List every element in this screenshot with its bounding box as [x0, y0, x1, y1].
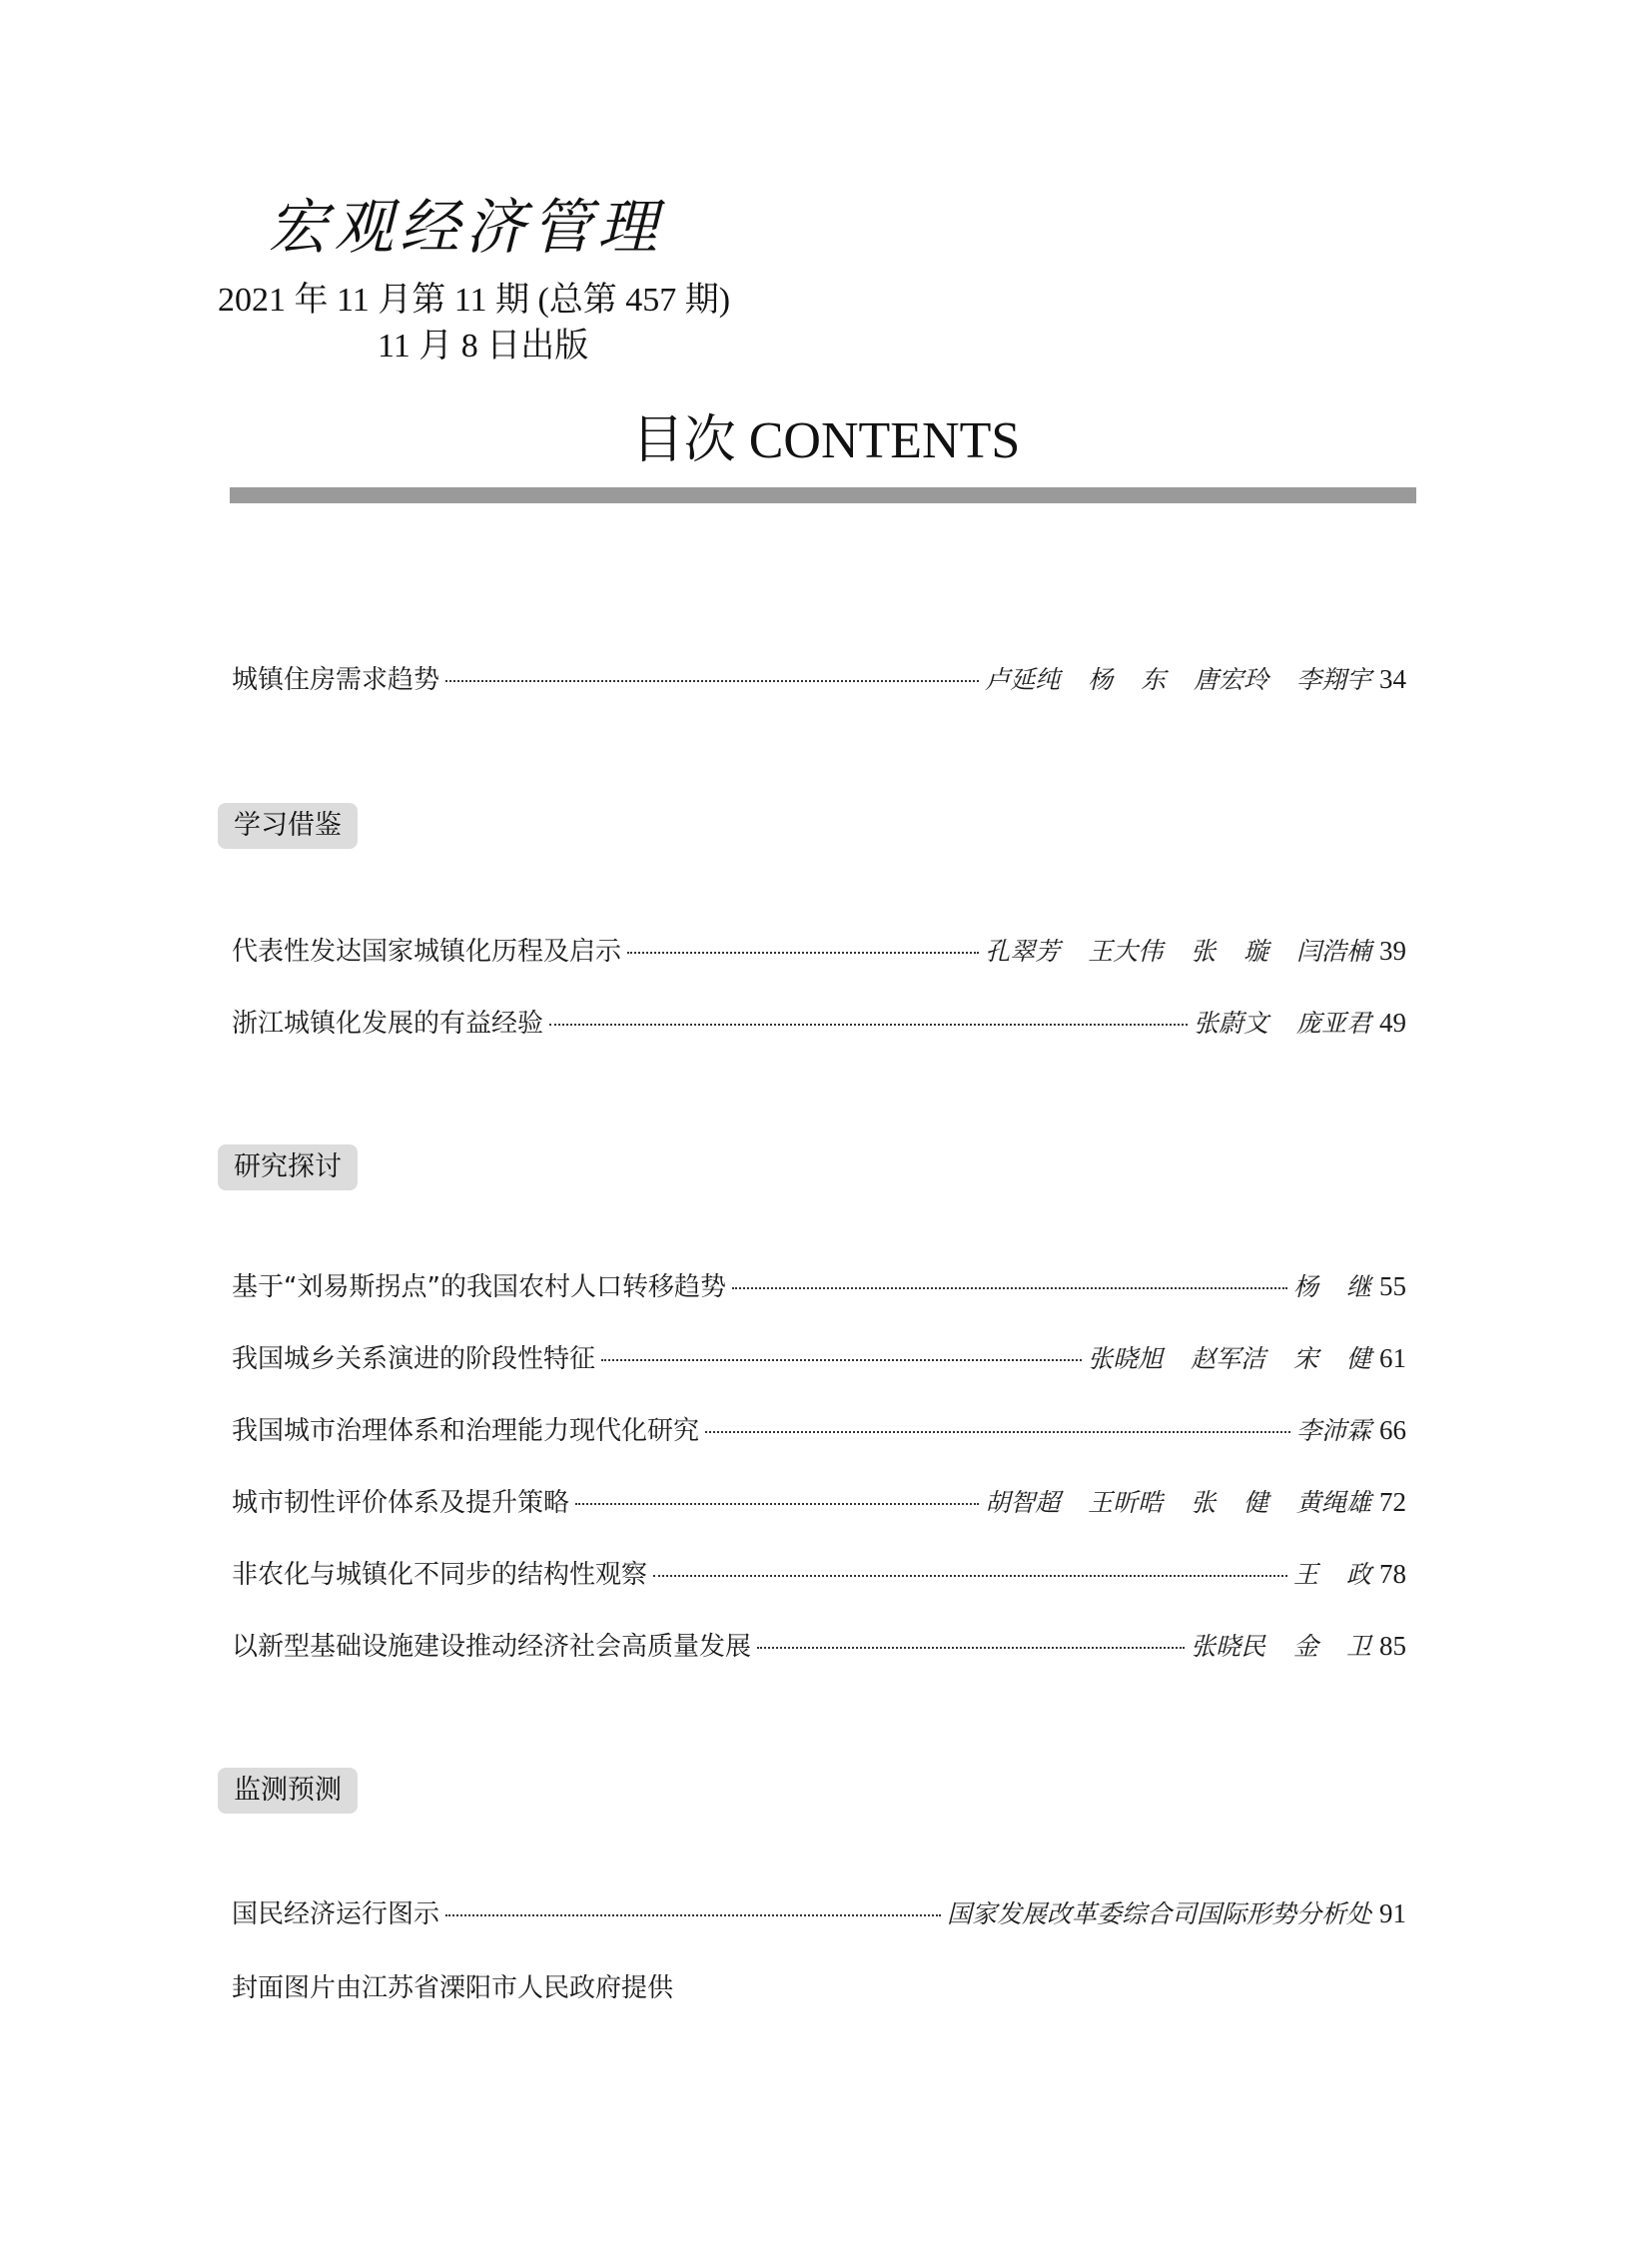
cover-credit: 封面图片由江苏省溧阳市人民政府提供 [232, 1973, 674, 2003]
entry-title: 浙江城镇化发展的有益经验 [232, 1009, 544, 1039]
dot-leader [732, 1287, 1287, 1289]
entry-title: 以新型基础设施建设推动经济社会高质量发展 [232, 1632, 752, 1662]
entry-page: 34 [1379, 664, 1406, 694]
section-tag: 研究探讨 [218, 1144, 358, 1190]
entry-title: 城市韧性评价体系及提升策略 [232, 1488, 570, 1518]
entry-authors: 张蔚文 庞亚君 [1194, 1009, 1371, 1038]
entry-title: 我国城乡关系演进的阶段性特征 [232, 1344, 596, 1374]
dot-leader [549, 1024, 1188, 1026]
toc-entry[interactable] [232, 1554, 1406, 1594]
section-tag: 学习借鉴 [218, 803, 358, 849]
entry-authors: 张晓旭 赵军洁 宋 健 [1088, 1344, 1371, 1373]
entry-authors: 李沛霖 [1295, 1416, 1371, 1445]
entry-authors: 孔翠芳 王大伟 张 璇 闫浩楠 [985, 937, 1371, 966]
entry-authors: 张晓民 金 卫 [1191, 1632, 1371, 1661]
entry-title: 代表性发达国家城镇化历程及启示 [232, 937, 622, 967]
entry-authors: 胡智超 王昕晧 张 健 黄绳雄 [985, 1488, 1371, 1517]
toc-entry[interactable] [232, 1893, 1406, 1933]
entry-page: 85 [1379, 1631, 1406, 1661]
publish-date: 11 月 8 日出版 [378, 328, 589, 365]
toc-entry[interactable] [232, 1482, 1406, 1522]
entry-authors: 卢延纯 杨 东 唐宏玲 李翔宇 [985, 665, 1371, 694]
dot-leader [601, 1359, 1082, 1361]
dot-leader [653, 1575, 1287, 1577]
toc-heading: 目次 CONTENTS [631, 412, 1021, 469]
entry-title: 城镇住房需求趋势 [232, 665, 440, 695]
entry-authors: 杨 继 [1293, 1272, 1371, 1301]
dot-leader [627, 952, 979, 954]
entry-title: 国民经济运行图示 [232, 1899, 440, 1929]
entry-page: 49 [1379, 1008, 1406, 1038]
dot-leader [445, 1914, 941, 1916]
toc-entry[interactable] [232, 1003, 1406, 1043]
entry-page: 61 [1379, 1343, 1406, 1373]
toc-entry[interactable] [232, 1410, 1406, 1450]
section-tag: 监测预测 [218, 1768, 358, 1814]
entry-page: 55 [1379, 1271, 1406, 1301]
dot-leader [705, 1431, 1290, 1433]
toc-entry[interactable] [232, 659, 1406, 699]
toc-entry[interactable] [232, 1626, 1406, 1666]
entry-authors: 国家发展改革委综合司国际形势分析处 [946, 1899, 1371, 1928]
entry-page: 78 [1379, 1559, 1406, 1589]
header-rule [230, 487, 1416, 503]
masthead-logo: 宏观经济管理 [268, 193, 663, 263]
entry-authors: 王 政 [1293, 1560, 1371, 1589]
entry-title: 基于“刘易斯拐点”的我国农村人口转移趋势 [232, 1272, 726, 1302]
entry-page: 72 [1379, 1487, 1406, 1517]
entry-title: 我国城市治理体系和治理能力现代化研究 [232, 1416, 700, 1446]
toc-entry[interactable] [232, 931, 1406, 971]
dot-leader [757, 1647, 1185, 1649]
issue-info: 2021 年 11 月第 11 期 (总第 457 期) [218, 282, 731, 319]
toc-entry[interactable] [232, 1266, 1406, 1306]
entry-title: 非农化与城镇化不同步的结构性观察 [232, 1560, 648, 1590]
toc-entry[interactable] [232, 1338, 1406, 1378]
entry-page: 66 [1379, 1415, 1406, 1445]
dot-leader [575, 1503, 979, 1505]
dot-leader [445, 680, 979, 682]
entry-page: 91 [1379, 1898, 1406, 1928]
entry-page: 39 [1379, 936, 1406, 966]
